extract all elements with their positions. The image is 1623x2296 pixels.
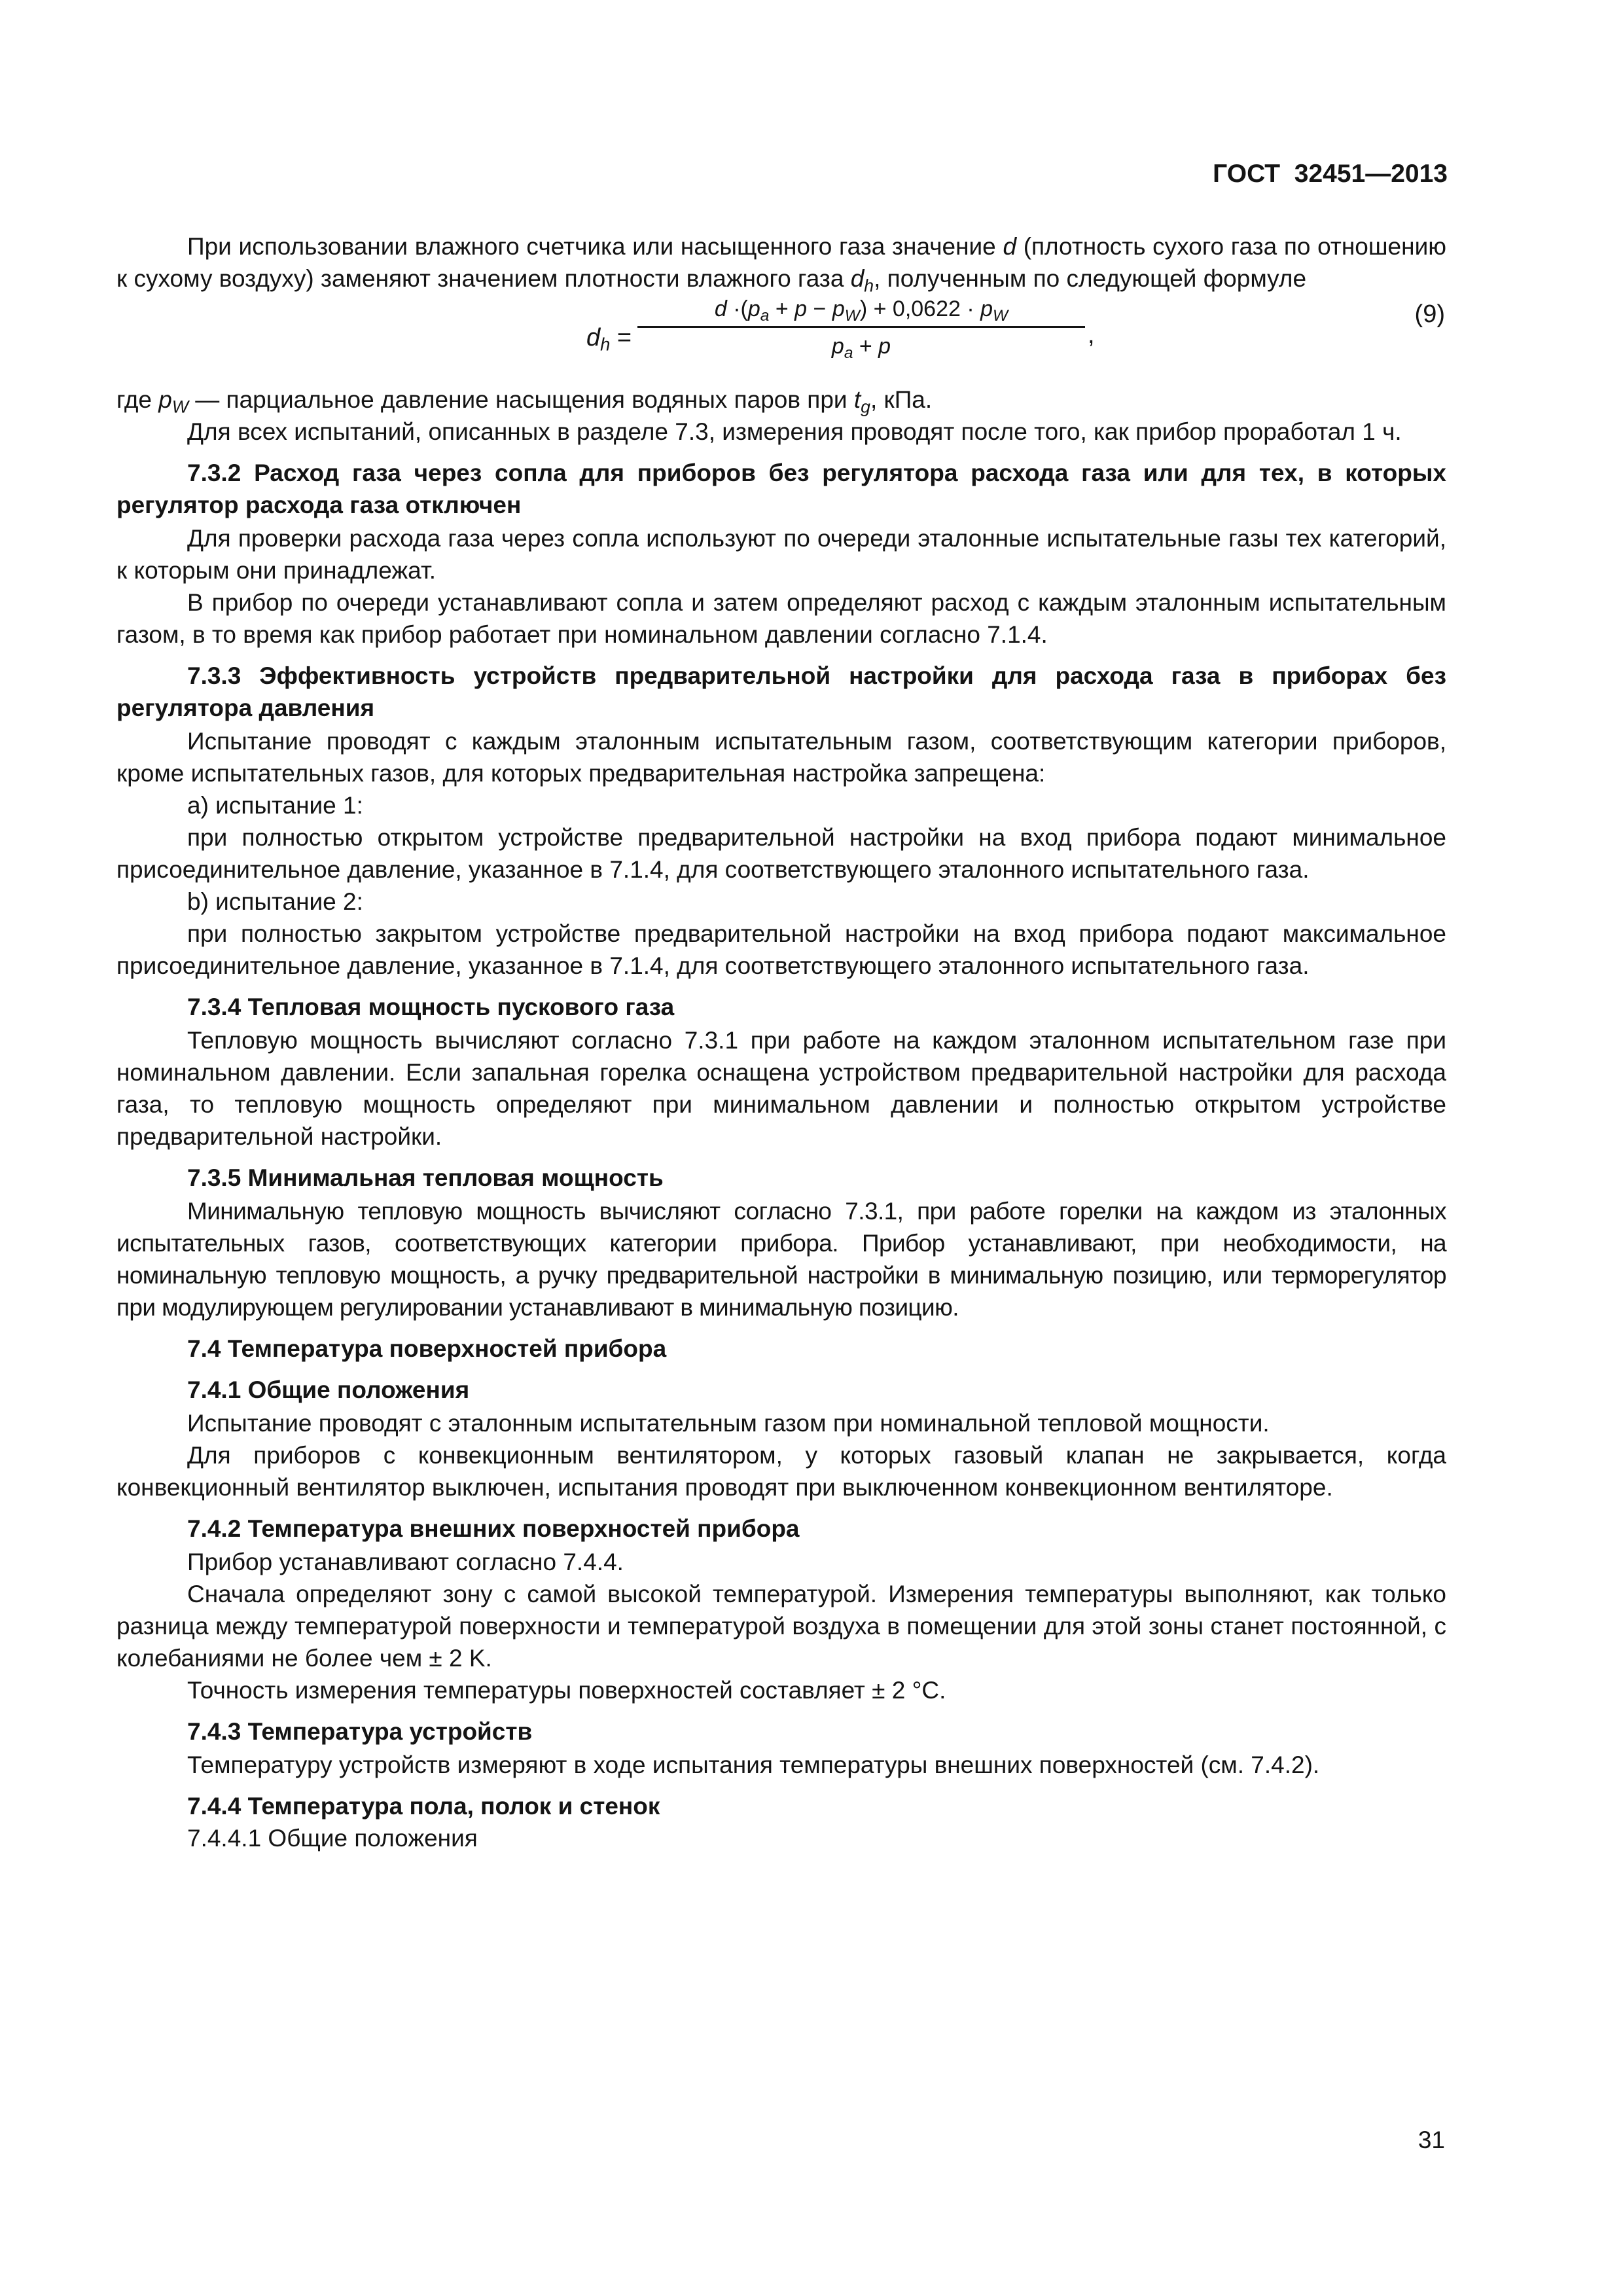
num-minus: − — [807, 296, 832, 321]
where-text-c: , кПа. — [870, 386, 933, 413]
formula-lhs-sub: h — [600, 334, 611, 355]
heading-7-4-1: 7.4.1 Общие положения — [187, 1376, 470, 1403]
paragraph-7-4-2-c: Точность измерения температуры поверхностей составляет ± 2 °C. — [187, 1677, 946, 1704]
paragraph-7-3-2-a: Для проверки расхода газа через сопла используют по очереди эталонные испытательные газы тех категорий, к которым они принадлежат. — [116, 525, 1446, 584]
formula-equals: = — [610, 324, 632, 351]
num-d: d — [714, 296, 727, 321]
where-paragraph — [116, 384, 1446, 416]
paragraph-7-4-2-a: Прибор устанавливают согласно 7.4.4. — [187, 1549, 624, 1575]
heading-7-3-5: 7.3.5 Минимальная тепловая мощность — [187, 1164, 664, 1191]
num-close: ) + 0,0622 · — [859, 296, 981, 321]
num-pw: p — [832, 296, 845, 321]
intro-var-dh: d — [850, 265, 865, 292]
page-body — [116, 230, 1446, 1854]
den-pa-sub: a — [844, 344, 853, 362]
intro-text-b: (плотность сухого газа по отношению к сухому воздуху) заменяют значением плотности влажного газа — [116, 233, 1446, 292]
formula-lhs — [586, 322, 632, 354]
intro-text-c: , полученным по следующей формуле — [874, 265, 1307, 292]
paragraph-7-4-1-b: Для приборов с конвекционным вентилятором, у которых газовый клапан не закрывается, когда конвекционный вентилятор выключен, испытания проводят при выключенном конвекционном вентиляторе. — [116, 1442, 1446, 1501]
heading-7-4-2: 7.4.2 Температура внешних поверхностей прибора — [187, 1515, 800, 1542]
formula-fraction — [637, 295, 1085, 361]
formula-lhs-var: d — [586, 324, 601, 351]
num-pw2-sub: W — [993, 306, 1008, 325]
list-item-b-label: b) испытание 2: — [187, 888, 363, 915]
intro-var-dh-sub: h — [864, 276, 874, 296]
list-item-a-text: при полностью открытом устройстве предварительной настройки на вход прибора подают минимальное присоединительное давление, указанное в 7.1.4, для соответствующего эталонного испытательного газа. — [116, 824, 1446, 883]
paragraph-7-3-4: Тепловую мощность вычисляют согласно 7.3.1 при работе на каждом эталонном испытательном газе при номинальном давлении. Если запальная горелка оснащена устройством предварительной настройки для расхода газа, то тепловую мощность определяют при минимальном давлении и полностью открытом устройстве предварительной настройки. — [116, 1027, 1446, 1150]
formula-numerator — [637, 295, 1085, 323]
page-number: 31 — [1418, 2126, 1445, 2153]
list-item-b-text: при полностью закрытом устройстве предварительной настройки на вход прибора подают максимальное присоединительное давление, указанное в 7.1.4, для соответствующего эталонного испытательного газа. — [116, 920, 1446, 979]
heading-7-4: 7.4 Температура поверхностей прибора — [187, 1335, 667, 1362]
formula-denominator — [637, 332, 1085, 361]
intro-paragraph — [116, 230, 1446, 295]
paragraph-7-3-2-b: В прибор по очереди устанавливают сопла и затем определяют расход с каждым эталонным испытательным газом, в то время как прибор работает при номинальном давлении согласно 7.1.4. — [116, 589, 1446, 648]
paragraph-7-4-3: Температуру устройств измеряют в ходе испытания температуры внешних поверхностей (см. 7.4.2). — [187, 1751, 1320, 1778]
heading-7-4-4: 7.4.4 Температура пола, полок и стенок — [187, 1793, 660, 1820]
den-plus: + — [853, 334, 879, 359]
num-pw-sub: W — [844, 306, 860, 325]
subheading-7-4-4-1: 7.4.4.1 Общие положения — [187, 1825, 478, 1852]
where-var-p-sub: W — [171, 397, 188, 417]
num-p: p — [794, 296, 808, 321]
where-var-t-sub: g — [861, 397, 870, 417]
num-pa: p — [747, 296, 760, 321]
intro-var-d: d — [1003, 233, 1017, 260]
formula-comma: , — [1088, 321, 1095, 349]
num-pw2: p — [980, 296, 993, 321]
running-header: ГОСТ 32451—2013 — [1213, 160, 1448, 188]
num-plus: + — [769, 296, 795, 321]
where-var-t: t — [853, 386, 861, 413]
list-item-a-label: а) испытание 1: — [187, 792, 363, 819]
num-op1: ·( — [726, 296, 748, 321]
heading-7-3-4: 7.3.4 Тепловая мощность пускового газа — [187, 994, 675, 1020]
paragraph-7-3-3-a: Испытание проводят с каждым эталонным испытательным газом, соответствующим категории приборов, кроме испытательных газов, для которых предварительная настройка запрещена: — [116, 728, 1446, 787]
heading-7-3-3: 7.3.3 Эффективность устройств предварительной настройки для расхода газа в приборах без регулятора давления — [116, 662, 1446, 721]
paragraph-7-3-5: Минимальную тепловую мощность вычисляют согласно 7.3.1, при работе горелки на каждом из эталонных испытательных газов, соответствующих категории прибора. Прибор устанавливают, при необходимости, на номинальную тепловую мощность, а ручку предварительной настройки в минимальную позицию, или терморегулятор при модулирующем регулировании устанавливают в минимальную позицию. — [116, 1198, 1446, 1321]
where-text-b: — парциальное давление насыщения водяных паров при — [188, 386, 854, 413]
den-p: p — [878, 334, 891, 359]
heading-7-4-3: 7.4.3 Температура устройств — [187, 1718, 533, 1745]
paragraph-7-4-1-a: Испытание проводят с эталонным испытательным газом при номинальной тепловой мощности. — [187, 1410, 1270, 1437]
where-var-p: p — [158, 386, 172, 413]
intro-text-a: При использовании влажного счетчика или насыщенного газа значение — [187, 233, 1003, 260]
all-tests-paragraph: Для всех испытаний, описанных в разделе 7.3, измерения проводят после того, как прибор проработал 1 ч. — [187, 418, 1402, 445]
paragraph-7-4-2-b: Сначала определяют зону с самой высокой температурой. Измерения температуры выполняют, как только разница между температурой поверхности и температурой воздуха в помещении для этой зоны станет постоянной, с колебаниями не более чем ± 2 K. — [116, 1581, 1446, 1672]
fraction-bar — [637, 326, 1085, 328]
formula-9 — [116, 295, 1446, 384]
den-pa: p — [831, 334, 844, 359]
heading-7-3-2: 7.3.2 Расход газа через сопла для приборов без регулятора расхода газа или для тех, в которых регулятор расхода газа отключен — [116, 459, 1446, 518]
where-text-a: где — [116, 386, 159, 413]
num-pa-sub: a — [760, 306, 770, 325]
formula-number: (9) — [1414, 300, 1445, 328]
